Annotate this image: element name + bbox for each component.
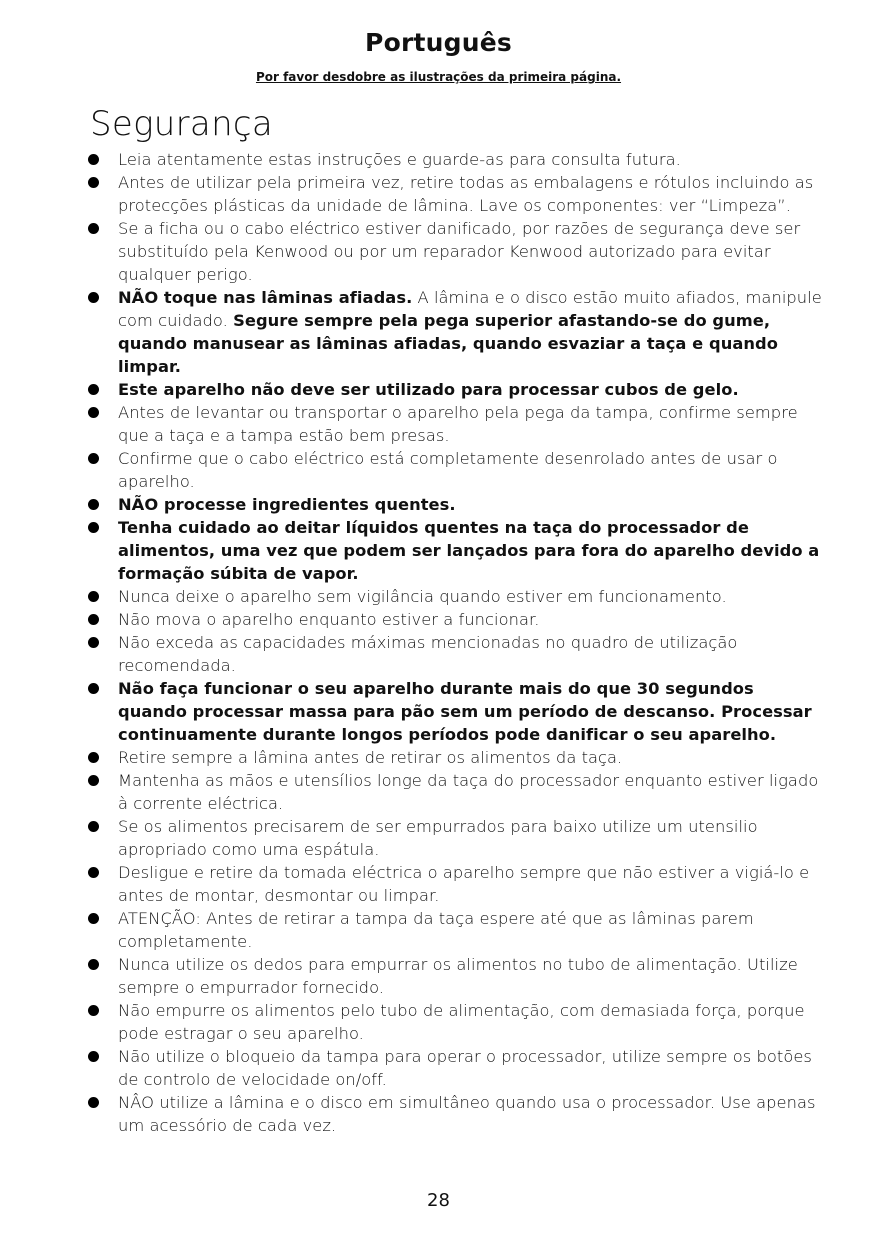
list-item	[88, 148, 823, 171]
bullet-icon	[88, 384, 99, 395]
bullet-icon	[88, 1005, 99, 1016]
bullet-icon	[88, 1051, 99, 1062]
list-item-text: Se a ficha ou o cabo eléctrico estiver danificado, por razões de segurança deve ser substituído pela Kenwood ou por um reparador Kenwood autorizado para evitar qualquer perigo.	[118, 219, 801, 284]
list-item-text: Não empurre os alimentos pelo tubo de alimentação, com demasiada força, porque pode estragar o seu aparelho.	[118, 1001, 805, 1043]
list-item	[88, 217, 823, 286]
list-item-text: Se os alimentos precisarem de ser empurrados para baixo utilize um utensilio apropriado como uma espátula.	[118, 817, 758, 859]
list-item	[88, 999, 823, 1045]
list-item	[88, 171, 823, 217]
list-item	[88, 953, 823, 999]
bullet-icon	[88, 499, 99, 510]
bullet-icon	[88, 154, 99, 165]
list-item	[88, 493, 823, 516]
section-heading: Segurança	[90, 104, 274, 144]
list-item-text: NÂO utilize a lâmina e o disco em simultâneo quando usa o processador. Use apenas um acessório de cada vez.	[118, 1093, 816, 1135]
list-item-text-bold: Tenha cuidado ao deitar líquidos quentes na taça do processador de alimentos, uma vez que podem ser lançados para fora do aparelho devido a formação súbita de vapor.	[118, 518, 820, 583]
list-item	[88, 677, 823, 746]
list-item	[88, 746, 823, 769]
bullet-icon	[88, 913, 99, 924]
list-item-text: Antes de levantar ou transportar o aparelho pela pega da tampa, confirme sempre que a taça e a tampa estão bem presas.	[118, 403, 798, 445]
page-title: Português	[365, 28, 512, 57]
list-item-text: Nunca utilize os dedos para empurrar os alimentos no tubo de alimentação. Utilize sempre o empurrador fornecido.	[118, 955, 798, 997]
list-item	[88, 1091, 823, 1137]
bullet-icon	[88, 683, 99, 694]
list-item	[88, 378, 823, 401]
list-item-text-bold: Segure sempre pela pega superior afastando-se do gume, quando manusear as lâminas afiadas, quando esvaziar a taça e quando limpar.	[118, 311, 778, 376]
bullet-icon	[88, 453, 99, 464]
bullet-icon	[88, 614, 99, 625]
list-item	[88, 907, 823, 953]
bullet-icon	[88, 637, 99, 648]
list-item-text: Não mova o aparelho enquanto estiver a funcionar.	[118, 610, 540, 629]
bullet-icon	[88, 591, 99, 602]
bullet-icon	[88, 522, 99, 533]
list-item	[88, 769, 823, 815]
list-item-text: Mantenha as mãos e utensílios longe da taça do processador enquanto estiver ligado à corrente eléctrica.	[118, 771, 819, 813]
list-item	[88, 815, 823, 861]
bullet-icon	[88, 752, 99, 763]
list-item-text: ATENÇÃO: Antes de retirar a tampa da taça espere até que as lâminas parem completamente.	[118, 909, 754, 951]
list-item-text: Não exceda as capacidades máximas mencionadas no quadro de utilização recomendada.	[118, 633, 738, 675]
list-item	[88, 401, 823, 447]
list-item	[88, 631, 823, 677]
page-number: 28	[427, 1190, 450, 1211]
list-item	[88, 516, 823, 585]
list-item-text: Confirme que o cabo eléctrico está completamente desenrolado antes de usar o aparelho.	[118, 449, 778, 491]
list-item-text: Leia atentamente estas instruções e guarde-as para consulta futura.	[118, 150, 681, 169]
list-item-text-bold: NÃO toque nas lâminas afiadas.	[118, 288, 413, 307]
list-item-text: Retire sempre a lâmina antes de retirar os alimentos da taça.	[118, 748, 623, 767]
safety-list	[88, 148, 823, 1137]
bullet-icon	[88, 867, 99, 878]
list-item	[88, 286, 823, 378]
list-item	[88, 585, 823, 608]
list-item-text-bold: NÃO processe ingredientes quentes.	[118, 495, 456, 514]
bullet-icon	[88, 177, 99, 188]
list-item-text: Antes de utilizar pela primeira vez, retire todas as embalagens e rótulos incluindo as protecções plásticas da unidade de lâmina. Lave os componentes: ver “Limpeza”.	[118, 173, 814, 215]
list-item-text: A lâmina e o disco estão muito afiados, manipule com cuidado.	[118, 288, 822, 330]
list-item-text-bold: Este aparelho não deve ser utilizado para processar cubos de gelo.	[118, 380, 739, 399]
bullet-icon	[88, 821, 99, 832]
bullet-icon	[88, 775, 99, 786]
list-item-text: Não utilize o bloqueio da tampa para operar o processador, utilize sempre os botões de controlo de velocidade on/off.	[118, 1047, 812, 1089]
list-item	[88, 1045, 823, 1091]
list-item	[88, 861, 823, 907]
bullet-icon	[88, 292, 99, 303]
list-item-text: Nunca deixe o aparelho sem vigilância quando estiver em funcionamento.	[118, 587, 727, 606]
bullet-icon	[88, 959, 99, 970]
bullet-icon	[88, 223, 99, 234]
list-item-text: Desligue e retire da tomada eléctrica o aparelho sempre que não estiver a vigiá-lo e antes de montar, desmontar ou limpar.	[118, 863, 810, 905]
list-item	[88, 608, 823, 631]
list-item-text-bold: Não faça funcionar o seu aparelho durante mais do que 30 segundos quando processar massa para pão sem um período de descanso. Processar continuamente durante longos períodos pode danificar o seu aparelho.	[118, 679, 812, 744]
list-item	[88, 447, 823, 493]
bullet-icon	[88, 1097, 99, 1108]
subtitle-note: Por favor desdobre as ilustrações da primeira página.	[255, 70, 622, 84]
bullet-icon	[88, 407, 99, 418]
